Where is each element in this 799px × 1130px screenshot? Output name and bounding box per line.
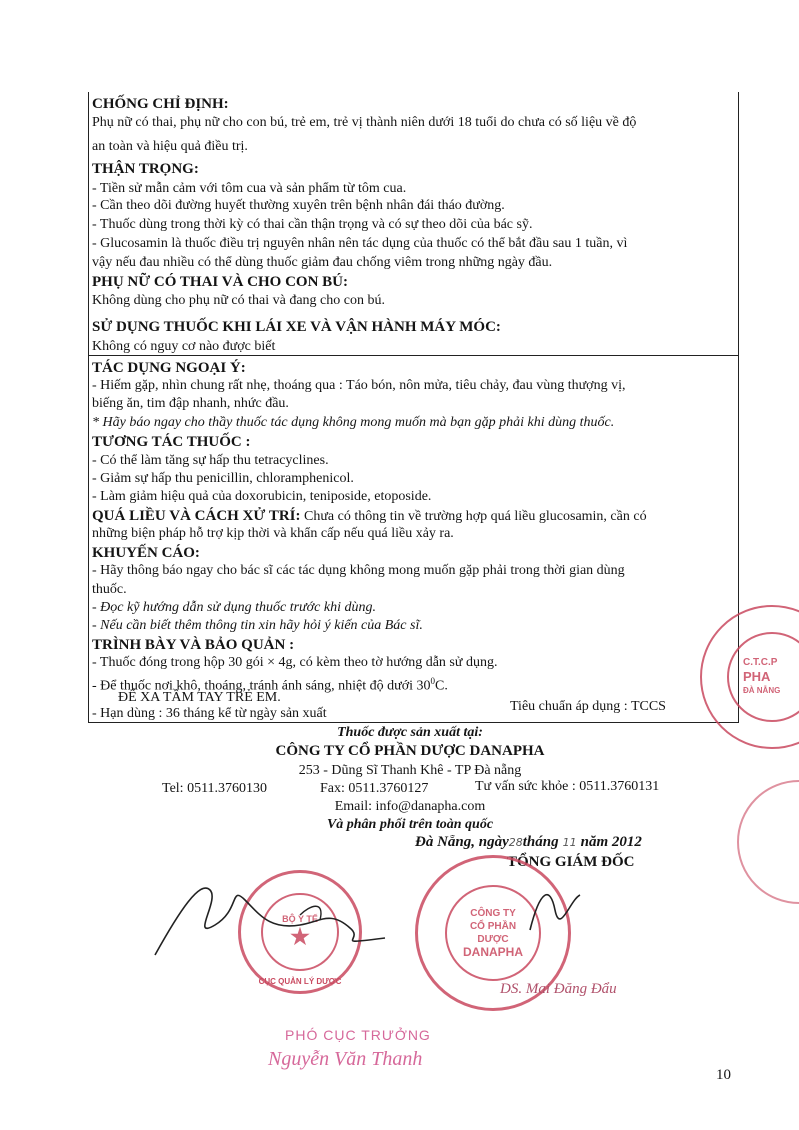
precautions-line: - Thuốc dùng trong thời kỳ có thai cần thận trọng và có sự theo dõi của bác sỹ. <box>92 217 533 232</box>
ministry-stamp-bottom: CỤC QUẢN LÝ DƯỢC <box>258 977 342 986</box>
recommendations-italic-line: - Nếu cần biết thêm thông tin xin hãy hỏi ý kiến của Bác sĩ. <box>92 618 423 633</box>
side-effects-line: biếng ăn, tim đập nhanh, nhức đầu. <box>92 396 289 411</box>
overdose-heading: QUÁ LIỀU VÀ CÁCH XỬ TRÍ: <box>92 508 301 524</box>
storage-heading: TRÌNH BÀY VÀ BẢO QUẢN : <box>92 637 295 653</box>
side-stamp-brand: PHA <box>743 669 771 684</box>
approval-title: PHÓ CỤC TRƯỞNG <box>285 1027 431 1043</box>
contraindications-line: an toàn và hiệu quả điều trị. <box>92 139 248 154</box>
month-word: tháng <box>522 834 559 850</box>
side-effects-note: * Hãy báo ngay cho thầy thuốc tác dụng không mong muốn mà bạn gặp phải khi dùng thuốc. <box>92 415 615 430</box>
company-fax: Fax: 0511.3760127 <box>320 781 429 796</box>
recommendations-line: thuốc. <box>92 582 127 597</box>
overdose-text: Chưa có thông tin về trường hợp quá liều glucosamin, cần có <box>300 509 647 524</box>
driving-heading: SỬ DỤNG THUỐC KHI LÁI XE VÀ VẬN HÀNH MÁY MÓC: <box>92 319 501 335</box>
stamp-company-brand: DANAPHA <box>463 945 523 959</box>
side-stamp-text: C.T.C.P <box>743 657 778 668</box>
company-name: CÔNG TY CỔ PHẦN DƯỢC DANAPHA <box>275 743 545 759</box>
precautions-line: - Glucosamin là thuốc điều trị nguyên nhân nên tác dụng của thuốc có thể bắt đầu sau 1 tuần, vì <box>92 236 628 251</box>
recommendations-heading: KHUYẾN CÁO: <box>92 545 200 561</box>
overdose-line <box>92 507 732 526</box>
interactions-line: - Có thể làm tăng sự hấp thu tetracyclines. <box>92 453 329 468</box>
precautions-heading: THẬN TRỌNG: <box>92 161 199 177</box>
precautions-line: - Tiền sử mẫn cảm với tôm cua và sản phẩm từ tôm cua. <box>92 181 407 196</box>
year-word: năm 2012 <box>580 834 642 850</box>
director-signature <box>520 880 590 940</box>
recommendations-italic-line: - Đọc kỹ hướng dẫn sử dụng thuốc trước khi dùng. <box>92 600 376 615</box>
date-day: 28 <box>508 836 523 849</box>
director-name: DS. Mai Đăng Đẩu <box>500 981 617 997</box>
stamp-company-top: CÔNG TY <box>470 908 516 919</box>
storage-temp-text: - Để thuốc nơi khô, thoáng, tránh ánh sáng, nhiệt độ dưới 30 <box>92 678 431 694</box>
storage-warning: ĐỂ XA TẦM TAY TRẺ EM. <box>118 690 281 705</box>
company-address: 253 - Dũng Sĩ Thanh Khê - TP Đà nẵng <box>298 763 522 778</box>
made-by-label: Thuốc được sản xuất tại: <box>337 725 483 740</box>
interactions-line: - Giảm sự hấp thu penicillin, chloramphenicol. <box>92 471 354 486</box>
side-stamp-city: ĐÀ NẴNG <box>743 686 781 695</box>
overdose-line: những biện pháp hỗ trợ kịp thời và khẩn cấp nếu quá liều xảy ra. <box>92 526 454 541</box>
distribution-note: Và phân phối trên toàn quốc <box>326 817 494 832</box>
pregnancy-line: Không dùng cho phụ nữ có thai và đang cho con bú. <box>92 293 385 308</box>
company-email: Email: info@danapha.com <box>334 799 486 814</box>
standard: Tiêu chuẩn áp dụng : TCCS <box>510 699 666 714</box>
date-month: 11 <box>562 836 577 849</box>
deputy-signature <box>150 870 410 970</box>
storage-line: - Thuốc đóng trong hộp 30 gói × 4g, có kèm theo tờ hướng dẫn sử dụng. <box>92 655 498 670</box>
director-title: TỔNG GIÁM ĐỐC <box>507 854 635 870</box>
star-emblem-icon: ★ <box>290 924 310 949</box>
ministry-stamp-label: BỘ Y TẾ <box>282 914 318 924</box>
pregnancy-heading: PHỤ NỮ CÓ THAI VÀ CHO CON BÚ: <box>92 274 348 290</box>
section-divider <box>88 355 739 356</box>
signing-date <box>415 833 642 852</box>
contraindications-line: Phụ nữ có thai, phụ nữ cho con bú, trẻ em, trẻ vị thành niên dưới 18 tuổi do chưa có số liệu về độ <box>92 115 637 130</box>
company-tel: Tel: 0511.3760130 <box>162 781 268 796</box>
date-prefix: Đà Nẵng, ngày <box>415 834 509 850</box>
side-stamp-bottom <box>737 780 799 904</box>
interactions-line: - Làm giảm hiệu quả của doxorubicin, teniposide, etoposide. <box>92 489 432 504</box>
page-number: 10 <box>716 1067 731 1083</box>
side-effects-heading: TÁC DỤNG NGOẠI Ý: <box>92 360 246 376</box>
side-effects-line: - Hiếm gặp, nhìn chung rất nhẹ, thoáng qua : Táo bón, nôn mửa, tiêu chảy, đau vùng thượng vị, <box>92 378 626 393</box>
stamp-company-mid: CỔ PHẦN <box>469 921 517 932</box>
precautions-line: - Cần theo dõi đường huyết thường xuyên trên bệnh nhân đái tháo đường. <box>92 198 505 213</box>
approval-name: Nguyễn Văn Thanh <box>268 1048 423 1070</box>
temp-suffix: C. <box>435 678 448 694</box>
company-advice-hotline: Tư vấn sức khỏe : 0511.3760131 <box>475 779 660 794</box>
precautions-line: vậy nếu đau nhiều có thể dùng thuốc giảm đau chống viêm trong những ngày đầu. <box>92 255 553 270</box>
driving-line: Không có nguy cơ nào được biết <box>92 339 276 354</box>
temp-degree: 0 <box>430 676 436 686</box>
recommendations-line: - Hãy thông báo ngay cho bác sĩ các tác dụng không mong muốn gặp phải trong thời gian dùng <box>92 563 625 578</box>
stamp-company-name: DƯỢC <box>477 934 509 945</box>
shelf-life: - Hạn dùng : 36 tháng kể từ ngày sản xuất <box>92 706 327 721</box>
interactions-heading: TƯƠNG TÁC THUỐC : <box>92 434 251 450</box>
contraindications-heading: CHỐNG CHỈ ĐỊNH: <box>92 96 229 112</box>
